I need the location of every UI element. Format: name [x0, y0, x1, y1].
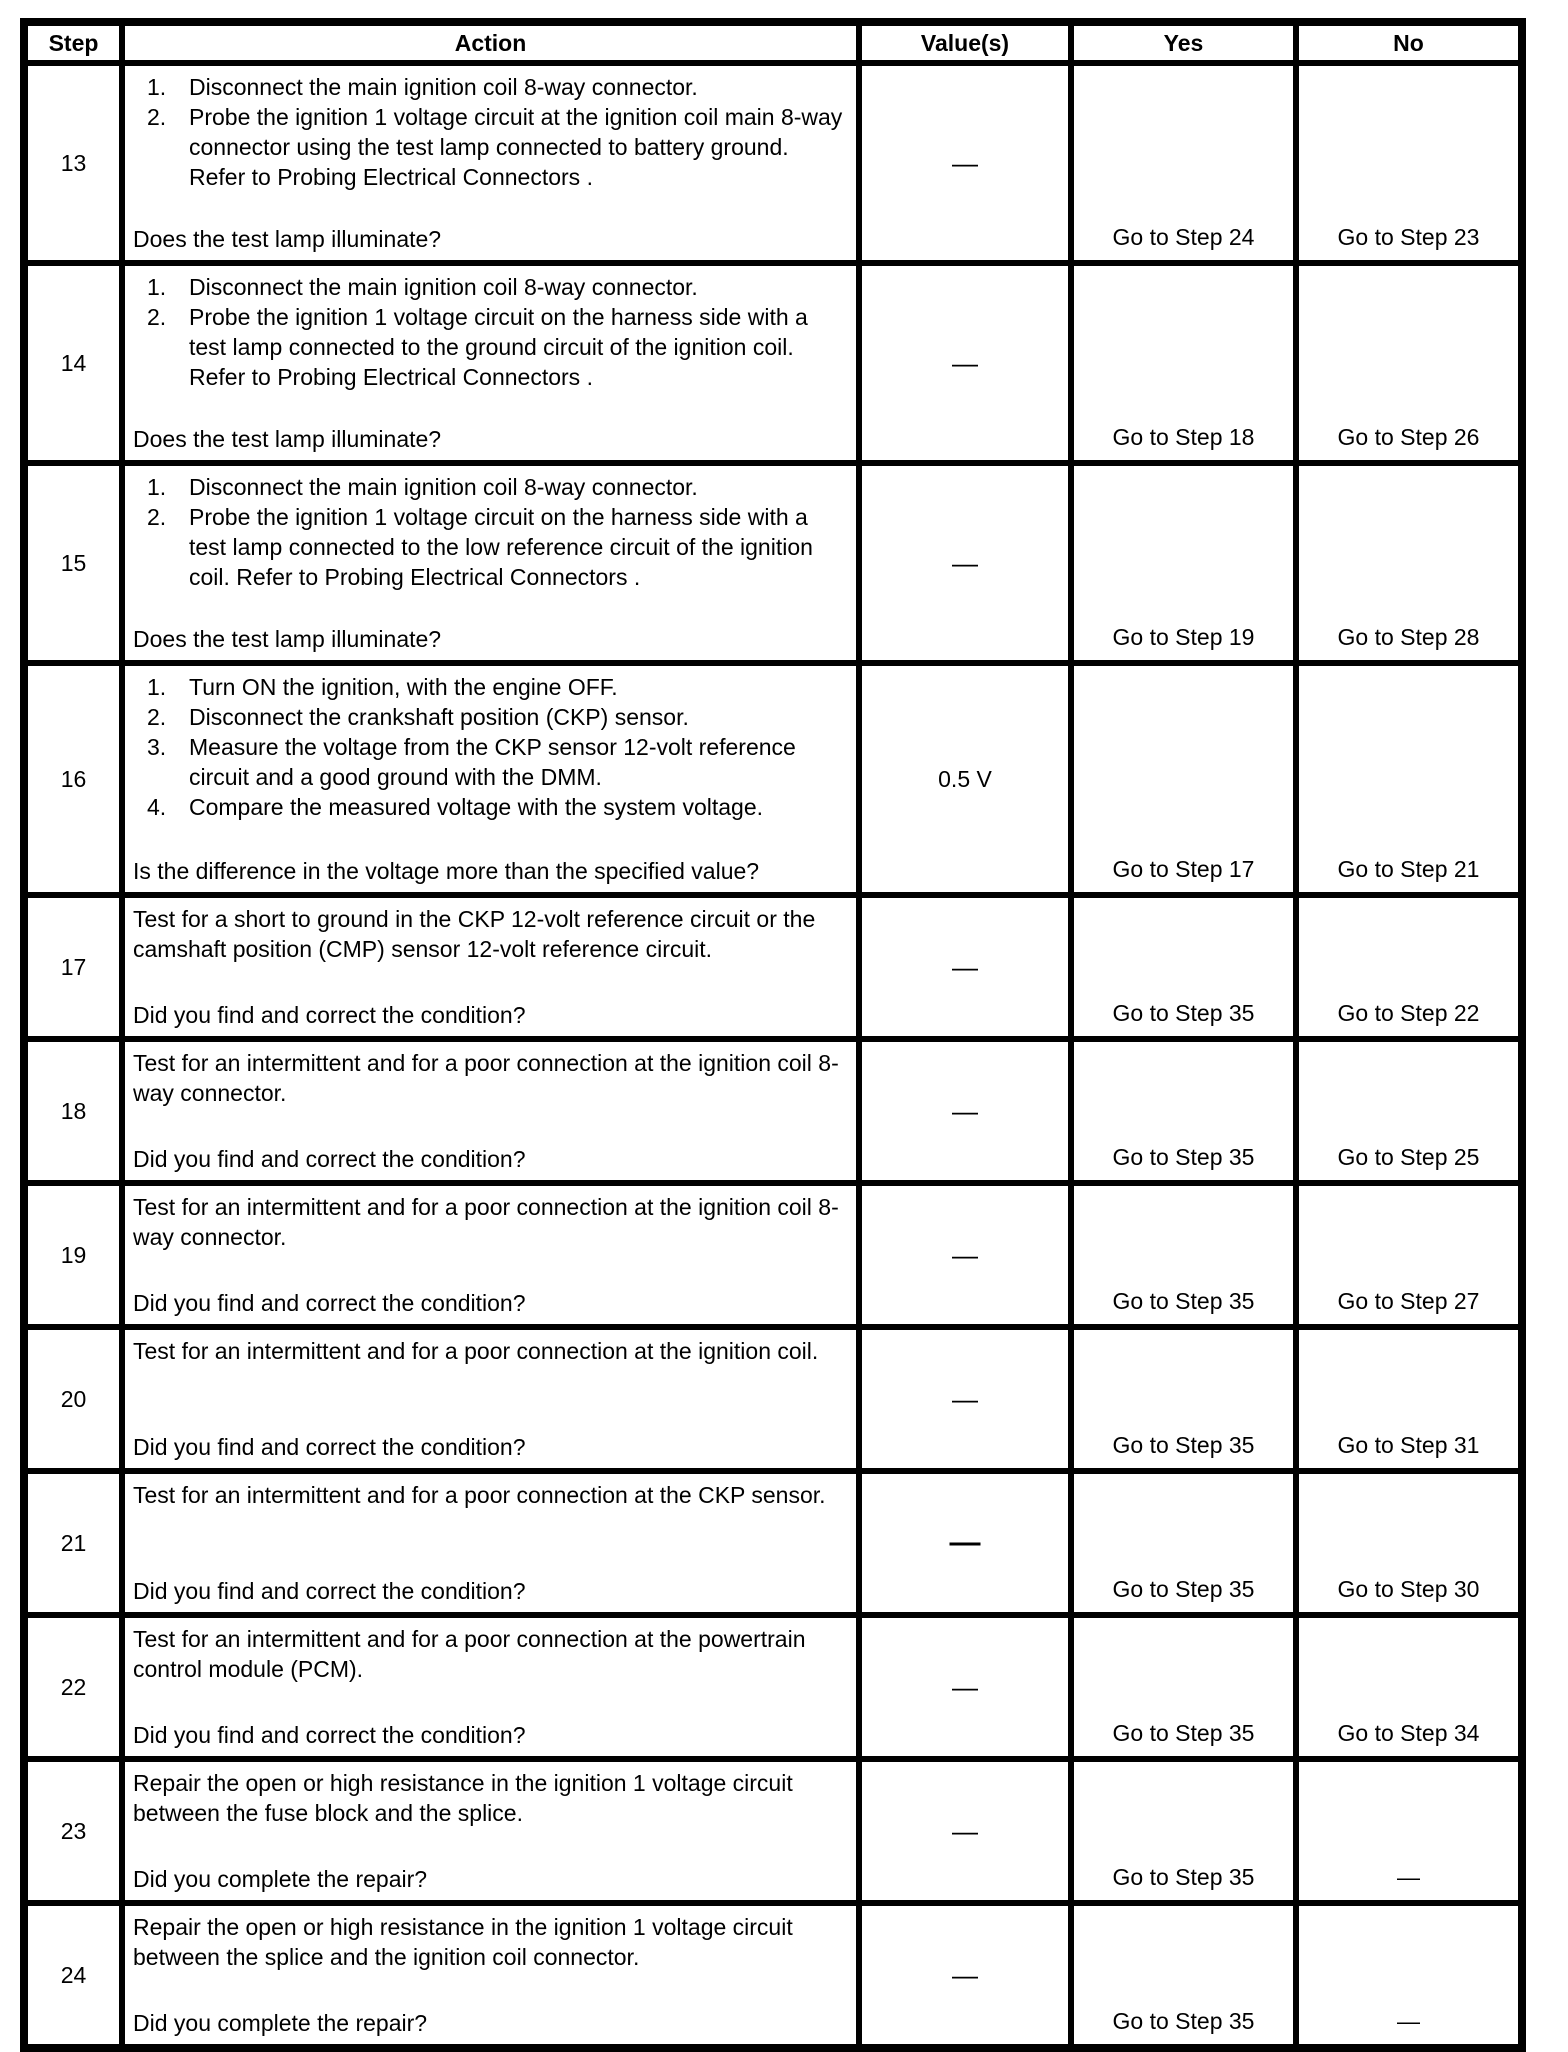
col-header-values: Value(s) [859, 22, 1071, 63]
action-cell [122, 1039, 859, 1183]
action-cell [122, 263, 859, 463]
yes-cell-text: Go to Step 35 [1112, 1432, 1255, 1458]
no-cell-text: Go to Step 23 [1337, 224, 1480, 250]
value-cell-text: — [952, 1671, 978, 1702]
table-row [24, 663, 1522, 895]
action-cell [122, 1759, 859, 1903]
step-cell: 24 [24, 1903, 122, 2048]
no-cell-text: — [1397, 2008, 1420, 2034]
no-cell-text: Go to Step 21 [1337, 856, 1480, 882]
step-cell: 17 [24, 895, 122, 1039]
action-body: Test for an intermittent and for a poor connection at the ignition coil 8-way connector. [133, 1050, 839, 1106]
col-header-yes: Yes [1071, 22, 1296, 63]
value-cell [859, 663, 1071, 895]
action-body [125, 272, 848, 392]
action-list-item: 1. Disconnect the main ignition coil 8-way connector. [147, 474, 698, 500]
step-cell: 16 [24, 663, 122, 895]
yes-cell [1071, 1183, 1296, 1327]
value-cell-text: — [952, 347, 978, 378]
action-question: Did you complete the repair? [133, 2010, 428, 2036]
no-cell [1296, 1183, 1522, 1327]
no-cell-text: Go to Step 27 [1337, 1288, 1480, 1314]
no-cell [1296, 463, 1522, 663]
no-cell-text: Go to Step 28 [1337, 624, 1480, 650]
table-row [24, 1615, 1522, 1759]
action-cell [122, 663, 859, 895]
yes-cell-text: Go to Step 35 [1112, 1864, 1255, 1890]
no-cell [1296, 1615, 1522, 1759]
value-cell-text: — [949, 1524, 981, 1559]
value-cell [859, 1471, 1071, 1615]
col-header-step: Step [24, 22, 122, 63]
action-question: Did you find and correct the condition? [133, 1002, 526, 1028]
no-cell-text: Go to Step 25 [1337, 1144, 1480, 1170]
col-header-no: No [1296, 22, 1522, 63]
yes-cell-text: Go to Step 35 [1112, 1720, 1255, 1746]
no-cell [1296, 1759, 1522, 1903]
action-list-item: 1. Turn ON the ignition, with the engine OFF. [147, 674, 618, 700]
action-question: Does the test lamp illuminate? [133, 426, 442, 452]
value-cell [859, 1039, 1071, 1183]
action-question: Did you find and correct the condition? [133, 1434, 526, 1460]
action-list-item: 4. Compare the measured voltage with the system voltage. [147, 794, 764, 820]
action-question: Did you complete the repair? [133, 1866, 428, 1892]
table-row [24, 1471, 1522, 1615]
no-cell [1296, 1039, 1522, 1183]
value-cell-text: 0.5 V [938, 766, 992, 792]
value-cell [859, 463, 1071, 663]
action-body: Repair the open or high resistance in the ignition 1 voltage circuit between the splice and the ignition coil connector. [133, 1914, 793, 1970]
action-list-item: 2. Disconnect the crankshaft position (CKP) sensor. [147, 704, 689, 730]
no-cell [1296, 895, 1522, 1039]
no-cell [1296, 1471, 1522, 1615]
value-cell [859, 1615, 1071, 1759]
table-row [24, 1183, 1522, 1327]
value-cell-text: — [952, 1815, 978, 1846]
table-row [24, 1327, 1522, 1471]
yes-cell [1071, 63, 1296, 263]
table-row [24, 1759, 1522, 1903]
action-body [125, 672, 848, 822]
value-cell [859, 63, 1071, 263]
action-body: Test for an intermittent and for a poor connection at the ignition coil 8-way connector. [133, 1194, 839, 1250]
action-list-item: 2. Probe the ignition 1 voltage circuit at the ignition coil main 8-way connector using the test lamp connected to battery ground. Refer to Probing Electrical Connectors . [147, 104, 843, 190]
action-body [125, 472, 848, 592]
value-cell-text: — [952, 547, 978, 578]
action-cell [122, 63, 859, 263]
no-cell-text: Go to Step 31 [1337, 1432, 1480, 1458]
yes-cell [1071, 1039, 1296, 1183]
action-question: Did you find and correct the condition? [133, 1290, 526, 1316]
table-row [24, 63, 1522, 263]
action-body [125, 72, 848, 192]
step-cell: 15 [24, 463, 122, 663]
action-body: Test for a short to ground in the CKP 12-volt reference circuit or the camshaft position (CMP) sensor 12-volt reference circuit. [133, 906, 816, 962]
step-cell: 22 [24, 1615, 122, 1759]
action-body: Test for an intermittent and for a poor connection at the powertrain control module (PCM). [133, 1626, 806, 1682]
yes-cell-text: Go to Step 35 [1112, 1000, 1255, 1026]
diagnostic-table-body [24, 63, 1522, 2048]
action-body: Test for an intermittent and for a poor connection at the CKP sensor. [133, 1482, 826, 1508]
action-question: Did you find and correct the condition? [133, 1722, 526, 1748]
yes-cell-text: Go to Step 24 [1112, 224, 1255, 250]
yes-cell-text: Go to Step 35 [1112, 1288, 1255, 1314]
step-cell: 14 [24, 263, 122, 463]
action-question: Did you find and correct the condition? [133, 1146, 526, 1172]
yes-cell-text: Go to Step 35 [1112, 1576, 1255, 1602]
yes-cell [1071, 1759, 1296, 1903]
value-cell-text: — [952, 147, 978, 178]
table-row [24, 263, 1522, 463]
table-row [24, 895, 1522, 1039]
no-cell-text: Go to Step 30 [1337, 1576, 1480, 1602]
table-row [24, 1903, 1522, 2048]
no-cell [1296, 1327, 1522, 1471]
yes-cell [1071, 1327, 1296, 1471]
value-cell-text: — [952, 951, 978, 982]
yes-cell [1071, 1471, 1296, 1615]
action-list-item: 2. Probe the ignition 1 voltage circuit on the harness side with a test lamp connected to the ground circuit of the ignition coil. Refer to Probing Electrical Connectors . [147, 304, 808, 390]
yes-cell [1071, 663, 1296, 895]
action-cell [122, 463, 859, 663]
value-cell [859, 1183, 1071, 1327]
action-list-item: 3. Measure the voltage from the CKP sensor 12-volt reference circuit and a good ground with the DMM. [147, 734, 796, 790]
action-list-item: 2. Probe the ignition 1 voltage circuit on the harness side with a test lamp connected to the low reference circuit of the ignition coil. Refer to Probing Electrical Connectors . [147, 504, 813, 590]
value-cell [859, 263, 1071, 463]
yes-cell [1071, 895, 1296, 1039]
step-cell: 19 [24, 1183, 122, 1327]
col-header-action: Action [122, 22, 859, 63]
diagnostic-table [20, 18, 1526, 2052]
action-list-item: 1. Disconnect the main ignition coil 8-way connector. [147, 274, 698, 300]
value-cell-text: — [952, 1239, 978, 1270]
action-cell [122, 1615, 859, 1759]
no-cell [1296, 1903, 1522, 2048]
step-cell: 13 [24, 63, 122, 263]
yes-cell [1071, 263, 1296, 463]
no-cell-text: Go to Step 34 [1337, 1720, 1480, 1746]
action-cell [122, 1903, 859, 2048]
value-cell [859, 895, 1071, 1039]
yes-cell-text: Go to Step 19 [1112, 624, 1255, 650]
step-cell: 18 [24, 1039, 122, 1183]
yes-cell-text: Go to Step 17 [1112, 856, 1255, 882]
action-question: Is the difference in the voltage more than the specified value? [133, 858, 760, 884]
value-cell-text: — [952, 1095, 978, 1126]
no-cell-text: Go to Step 22 [1337, 1000, 1480, 1026]
table-row [24, 1039, 1522, 1183]
step-cell: 23 [24, 1759, 122, 1903]
table-row [24, 463, 1522, 663]
action-cell [122, 1327, 859, 1471]
value-cell [859, 1327, 1071, 1471]
value-cell-text: — [952, 1959, 978, 1990]
action-body: Repair the open or high resistance in the ignition 1 voltage circuit between the fuse block and the splice. [133, 1770, 793, 1826]
yes-cell [1071, 1615, 1296, 1759]
header-row [24, 22, 1522, 63]
no-cell-text: — [1397, 1864, 1420, 1890]
action-question: Does the test lamp illuminate? [133, 226, 442, 252]
value-cell-text: — [952, 1383, 978, 1414]
diagnostic-table-header [24, 22, 1522, 63]
action-question: Did you find and correct the condition? [133, 1578, 526, 1604]
action-question: Does the test lamp illuminate? [133, 626, 442, 652]
action-body: Test for an intermittent and for a poor connection at the ignition coil. [133, 1338, 819, 1364]
step-cell: 20 [24, 1327, 122, 1471]
yes-cell [1071, 463, 1296, 663]
no-cell [1296, 63, 1522, 263]
no-cell [1296, 263, 1522, 463]
value-cell [859, 1903, 1071, 2048]
action-list-item: 1. Disconnect the main ignition coil 8-way connector. [147, 74, 698, 100]
value-cell [859, 1759, 1071, 1903]
yes-cell [1071, 1903, 1296, 2048]
action-cell [122, 895, 859, 1039]
no-cell [1296, 663, 1522, 895]
no-cell-text: Go to Step 26 [1337, 424, 1480, 450]
yes-cell-text: Go to Step 35 [1112, 2008, 1255, 2034]
action-cell [122, 1183, 859, 1327]
yes-cell-text: Go to Step 35 [1112, 1144, 1255, 1170]
action-cell [122, 1471, 859, 1615]
yes-cell-text: Go to Step 18 [1112, 424, 1255, 450]
step-cell: 21 [24, 1471, 122, 1615]
